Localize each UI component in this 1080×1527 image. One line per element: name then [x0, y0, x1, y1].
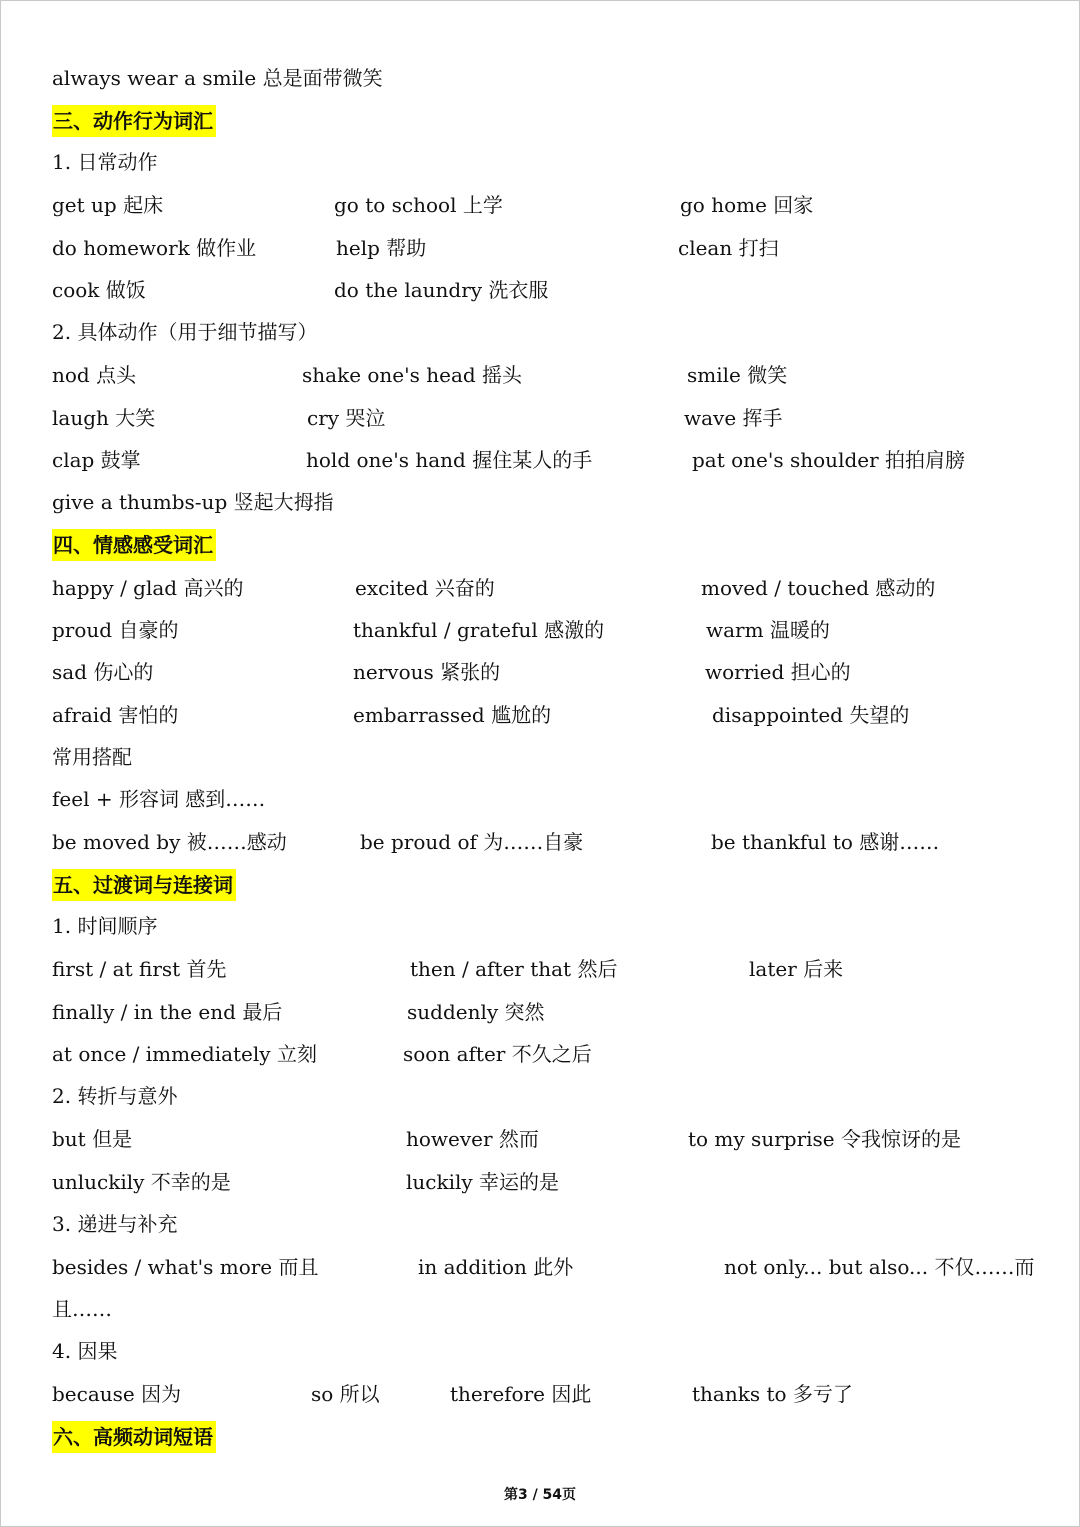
- vocab-row: [1, 311, 1079, 353]
- vocab-entry: so 所以: [311, 1382, 380, 1406]
- vocab-row: [1, 821, 1079, 863]
- vocab-row: [1, 694, 1079, 736]
- vocab-entry: laugh 大笑: [52, 406, 156, 430]
- vocab-entry: moved / touched 感动的: [701, 576, 936, 600]
- vocab-row: [1, 991, 1079, 1033]
- vocab-row: [1, 481, 1079, 523]
- vocab-row: [1, 736, 1079, 778]
- vocab-entry: in addition 此外: [418, 1255, 574, 1279]
- vocab-row: [1, 57, 1079, 99]
- vocab-entry: smile 微笑: [687, 363, 788, 387]
- vocab-entry: but 但是: [52, 1127, 133, 1151]
- vocab-row: [1, 184, 1079, 226]
- vocab-row: [1, 1118, 1079, 1160]
- vocab-entry: because 因为: [52, 1382, 182, 1406]
- vocab-entry: 1. 日常动作: [52, 150, 158, 174]
- vocab-entry: shake one's head 摇头: [302, 363, 523, 387]
- section-heading: [1, 863, 1079, 905]
- vocab-entry: nervous 紧张的: [353, 660, 501, 684]
- vocab-entry: luckily 幸运的是: [406, 1170, 560, 1194]
- vocab-entry: to my surprise 令我惊讶的是: [688, 1127, 961, 1151]
- vocab-row: [1, 1246, 1079, 1288]
- vocab-row: [1, 227, 1079, 269]
- vocab-entry: finally / in the end 最后: [52, 1000, 283, 1024]
- vocab-entry: afraid 害怕的: [52, 703, 179, 727]
- vocab-row: [1, 1075, 1079, 1117]
- vocab-entry: soon after 不久之后: [403, 1042, 592, 1066]
- vocab-entry: be proud of 为……自豪: [360, 830, 584, 854]
- vocab-entry: nod 点头: [52, 363, 137, 387]
- section-heading: [1, 523, 1079, 565]
- vocab-entry: pat one's shoulder 拍拍肩膀: [692, 448, 966, 472]
- vocab-entry: sad 伤心的: [52, 660, 154, 684]
- vocab-row: [1, 1161, 1079, 1203]
- vocab-entry: disappointed 失望的: [712, 703, 910, 727]
- vocab-entry: suddenly 突然: [407, 1000, 545, 1024]
- vocab-entry: clean 打扫: [678, 236, 779, 260]
- vocab-entry: do homework 做作业: [52, 236, 257, 260]
- section-heading-text: 四、情感感受词汇: [52, 529, 216, 561]
- vocab-entry: besides / what's more 而且: [52, 1255, 319, 1279]
- vocab-entry: cook 做饭: [52, 278, 146, 302]
- vocab-row: [1, 905, 1079, 947]
- vocab-entry: first / at first 首先: [52, 957, 227, 981]
- vocab-entry: hold one's hand 握住某人的手: [306, 448, 593, 472]
- vocab-row: [1, 778, 1079, 820]
- vocab-entry: always wear a smile 总是面带微笑: [52, 66, 383, 90]
- vocab-entry: 常用搭配: [52, 745, 132, 769]
- vocab-entry: 3. 递进与补充: [52, 1212, 178, 1236]
- vocab-row: [1, 141, 1079, 183]
- vocab-entry: excited 兴奋的: [355, 576, 495, 600]
- vocab-row: [1, 651, 1079, 693]
- page-number: 第3 / 54页: [503, 1487, 577, 1503]
- vocab-row: [1, 948, 1079, 990]
- vocab-entry: get up 起床: [52, 193, 164, 217]
- vocab-entry: warm 温暖的: [706, 618, 830, 642]
- vocab-row: [1, 1288, 1079, 1330]
- vocab-entry: later 后来: [749, 957, 844, 981]
- vocab-row: [1, 439, 1079, 481]
- vocab-entry: thankful / grateful 感激的: [353, 618, 605, 642]
- section-heading-text: 五、过渡词与连接词: [52, 869, 236, 901]
- vocab-entry: thanks to 多亏了: [692, 1382, 853, 1406]
- vocab-entry: however 然而: [406, 1127, 539, 1151]
- vocab-row: [1, 1203, 1079, 1245]
- vocab-row: [1, 1033, 1079, 1075]
- section-heading: [1, 1415, 1079, 1457]
- vocab-entry: wave 挥手: [684, 406, 783, 430]
- section-heading-text: 三、动作行为词汇: [52, 105, 216, 137]
- vocab-row: [1, 354, 1079, 396]
- vocab-entry: not only... but also... 不仅……而: [724, 1255, 1035, 1279]
- vocab-entry: be thankful to 感谢……: [711, 830, 940, 854]
- vocab-row: [1, 609, 1079, 651]
- vocab-entry: 4. 因果: [52, 1339, 118, 1363]
- vocab-entry: happy / glad 高兴的: [52, 576, 244, 600]
- vocab-entry: feel + 形容词 感到……: [52, 787, 266, 811]
- vocab-entry: then / after that 然后: [410, 957, 618, 981]
- vocab-row: [1, 1330, 1079, 1372]
- section-heading-text: 六、高频动词短语: [52, 1421, 216, 1453]
- vocab-entry: 1. 时间顺序: [52, 914, 158, 938]
- vocab-entry: give a thumbs-up 竖起大拇指: [52, 490, 334, 514]
- vocab-row: [1, 269, 1079, 311]
- section-heading: [1, 99, 1079, 141]
- vocab-entry: be moved by 被……感动: [52, 830, 287, 854]
- vocab-entry: do the laundry 洗衣服: [334, 278, 549, 302]
- vocab-entry: at once / immediately 立刻: [52, 1042, 317, 1066]
- vocab-entry: go home 回家: [680, 193, 814, 217]
- vocab-row: [1, 1373, 1079, 1415]
- vocab-entry: 2. 转折与意外: [52, 1084, 178, 1108]
- vocab-entry: help 帮助: [336, 236, 427, 260]
- vocab-row: [1, 397, 1079, 439]
- vocab-entry: therefore 因此: [450, 1382, 592, 1406]
- vocab-entry: 2. 具体动作（用于细节描写）: [52, 320, 318, 344]
- vocab-row: [1, 567, 1079, 609]
- vocab-entry: go to school 上学: [334, 193, 503, 217]
- vocab-entry: clap 鼓掌: [52, 448, 141, 472]
- vocab-entry: proud 自豪的: [52, 618, 179, 642]
- vocab-entry: cry 哭泣: [307, 406, 386, 430]
- vocab-entry: worried 担心的: [705, 660, 851, 684]
- vocab-entry: unluckily 不幸的是: [52, 1170, 231, 1194]
- vocab-entry: 且……: [52, 1297, 112, 1321]
- vocab-entry: embarrassed 尴尬的: [353, 703, 552, 727]
